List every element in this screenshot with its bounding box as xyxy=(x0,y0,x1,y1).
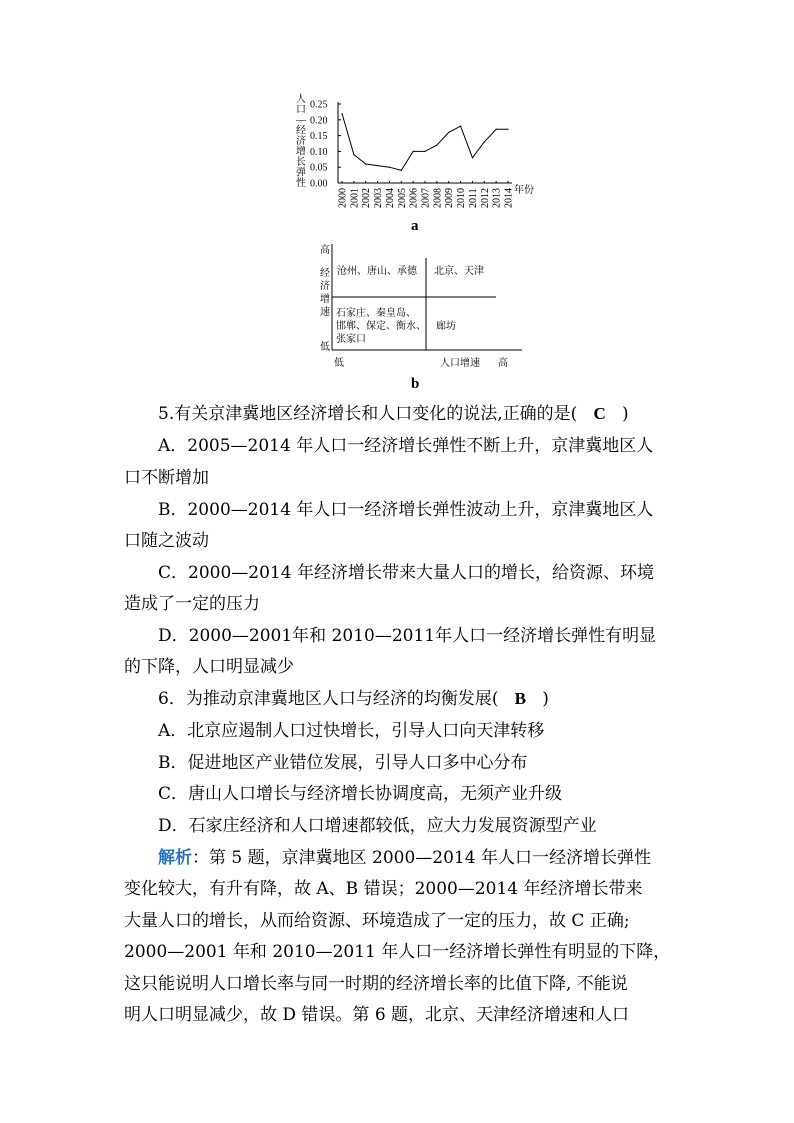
x-tick-label: 2004 xyxy=(384,188,396,208)
x-tick-label: 2011 xyxy=(467,188,479,208)
y-axis-label xyxy=(295,92,307,189)
q5-option-c-line-2: 造成了一定的压力 xyxy=(124,594,260,614)
y-tick-label: 0.20 xyxy=(310,115,328,127)
y-tick-label: 0.00 xyxy=(310,178,328,190)
q6-option-d: D．石家庄经济和人口增速都较低，应大力发展资源型产业 xyxy=(158,816,597,836)
q5-option-d-line-2: 的下降，人口明显减少 xyxy=(124,657,294,677)
x-tick-label: 2000 xyxy=(337,188,349,208)
data-point xyxy=(460,126,461,127)
y-tick-label: 0.10 xyxy=(310,146,328,158)
quadrant-low-econ-low-pop-line-1: 石家庄、秦皇岛、 xyxy=(336,308,416,319)
data-point xyxy=(436,144,437,145)
y-axis-label xyxy=(320,267,330,318)
analysis-line-5: 这只能说明人口增长率与同一时期的经济增长率的比值下降, 不能说 xyxy=(124,974,628,994)
y-axis-high: 高 xyxy=(320,245,330,256)
x-tick-label: 2007 xyxy=(420,188,432,208)
figure-b-caption: b xyxy=(411,376,420,392)
data-point xyxy=(424,151,425,152)
y-label-char: 长 xyxy=(296,157,306,168)
analysis-line-2: 变化较大，有升有降，故 A、B 错误；2000—2014 年经济增长带来 xyxy=(124,879,643,899)
y-label-char: 弹 xyxy=(296,167,306,179)
question-5-stem: 5.有关京津冀地区经济增长和人口变化的说法,正确的是( C ) xyxy=(158,404,629,424)
x-tick-label: 2006 xyxy=(408,188,420,208)
quadrant-low-econ-low-pop-line-3: 张家口 xyxy=(336,334,366,345)
quadrant-low-econ-low-pop-line-2: 邯郸、保定、衡水、 xyxy=(336,321,426,332)
question-6-answer: B xyxy=(514,689,527,708)
data-point xyxy=(484,141,485,142)
x-tick-label: 2002 xyxy=(361,188,373,208)
y-label-char: 速 xyxy=(320,307,330,318)
analysis-line-3: 大量人口的增长，从而给资源、环境造成了一定的压力，故 C 正确; xyxy=(124,911,630,931)
x-tick-label: 2008 xyxy=(432,188,444,208)
x-axis-label: 人口增速 xyxy=(440,358,480,369)
data-point xyxy=(389,167,390,168)
x-tick-label: 2005 xyxy=(396,188,408,208)
analysis-label: 解析 xyxy=(158,848,192,868)
analysis-line-6: 明人口明显减少，故 D 错误。第 6 题，北京、天津经济增速和人口 xyxy=(124,1005,630,1025)
data-point xyxy=(401,170,402,171)
y-axis-ticks xyxy=(310,100,341,190)
x-axis-label: 年份 xyxy=(514,185,534,196)
elasticity-series-line xyxy=(342,113,508,170)
question-5-answer: C xyxy=(593,404,606,423)
x-tick-label: 2001 xyxy=(349,188,361,208)
y-label-char: 口 xyxy=(296,104,306,116)
x-tick-label: 2009 xyxy=(444,188,456,208)
elasticity-line-chart xyxy=(290,90,550,220)
data-points xyxy=(341,113,508,171)
y-label-char: — xyxy=(296,115,306,126)
y-label-char: 经 xyxy=(320,268,330,279)
x-axis-low: 低 xyxy=(334,358,344,369)
y-label-char: 增 xyxy=(320,294,330,305)
question-6-stem: 6．为推动京津冀地区人口与经济的均衡发展( B ) xyxy=(158,689,549,709)
y-tick-label: 0.15 xyxy=(310,131,328,143)
y-tick-label: 0.05 xyxy=(310,162,328,174)
q5-option-d-line-1: D．2000—2001年和 2010—2011年人口一经济增长弹性有明显 xyxy=(158,626,657,646)
q6-option-c: C．唐山人口增长与经济增长协调度高，无须产业升级 xyxy=(158,784,563,804)
q5-option-a-line-2: 口不断增加 xyxy=(124,468,209,488)
quadrant-high-econ-high-pop: 北京、天津 xyxy=(434,266,484,277)
y-label-char: 人 xyxy=(296,94,306,105)
y-tick-label: 0.25 xyxy=(310,99,328,111)
y-label-char: 增 xyxy=(296,146,306,158)
y-label-char: 经 xyxy=(296,125,306,137)
analysis-line-4: 2000—2001 年和 2010—2011 年人口一经济增长弹性有明显的下降， xyxy=(124,942,671,962)
data-point xyxy=(472,157,473,158)
data-point xyxy=(353,154,354,155)
q5-option-b-line-2: 口随之波动 xyxy=(124,531,209,551)
y-axis-low: 低 xyxy=(320,342,330,353)
q5-option-c-line-1: C．2000—2014 年经济增长带来大量人口的增长，给资源、环境 xyxy=(158,563,654,583)
data-point xyxy=(507,129,508,130)
quadrant-diagram xyxy=(300,238,530,373)
x-axis-high: 高 xyxy=(498,358,508,369)
q5-option-b-line-1: B．2000—2014 年人口一经济增长弹性波动上升，京津冀地区人 xyxy=(158,500,654,520)
data-point xyxy=(448,132,449,133)
quadrant-low-econ-high-pop: 廊坊 xyxy=(436,321,456,332)
x-axis-ticks xyxy=(338,181,515,208)
q6-option-b: B．促进地区产业错位发展，引导人口多中心分布 xyxy=(158,753,528,773)
x-tick-label: 2013 xyxy=(491,188,503,208)
q6-option-a: A．北京应遏制人口过快增长，引导人口向天津转移 xyxy=(158,721,545,741)
data-point xyxy=(413,151,414,152)
y-label-char: 济 xyxy=(320,281,330,292)
data-point xyxy=(496,129,497,130)
data-point xyxy=(365,163,366,164)
data-point xyxy=(341,113,342,114)
x-tick-label: 2012 xyxy=(479,188,491,208)
y-label-char: 性 xyxy=(296,178,306,189)
figure-a-caption: a xyxy=(411,218,419,234)
y-label-char: 济 xyxy=(296,136,306,147)
data-point xyxy=(377,165,378,166)
q5-option-a-line-1: A．2005—2014 年人口一经济增长弹性不断上升，京津冀地区人 xyxy=(158,436,654,456)
x-tick-label: 2014 xyxy=(503,188,515,208)
quadrant-high-econ-low-pop: 沧州、唐山、承德 xyxy=(337,266,417,277)
x-tick-label: 2010 xyxy=(456,188,468,208)
analysis-line-1: 解析：第 5 题，京津冀地区 2000—2014 年人口一经济增长弹性 xyxy=(158,848,651,868)
x-tick-label: 2003 xyxy=(373,188,385,208)
